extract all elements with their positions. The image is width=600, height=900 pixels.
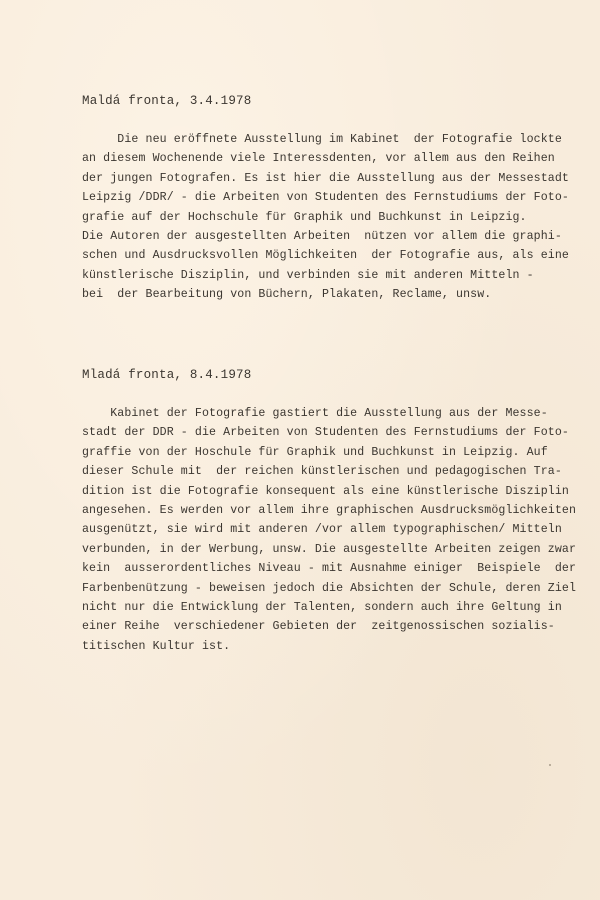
text-line: grafie auf der Hochschule für Graphik und Buchkunst in Leipzig. (82, 210, 527, 224)
text-line: angesehen. Es werden vor allem ihre graphischen Ausdrucksmöglichkeiten (82, 504, 577, 518)
article-mlada-fronta-8-4-1978 (82, 366, 577, 656)
text-line: bei der Bearbeitung von Büchern, Plakaten, Reclame, unsw. (82, 288, 492, 302)
text-line: Leipzig /DDR/ - die Arbeiten von Studenten des Fernstudiums der Foto- (82, 191, 569, 205)
text-line: ausgenützt, sie wird mit anderen /vor allem typographischen/ Mitteln (82, 523, 562, 537)
text-line: dition ist die Fotografie konsequent als eine künstlerische Disziplin (82, 484, 569, 498)
text-line: Die Autoren der ausgestellten Arbeiten nützen vor allem die graphi- (82, 230, 562, 244)
text-line: titischen Kultur ist. (82, 639, 231, 653)
text-line: graffie von der Hoschule für Graphik und Buchkunst in Leipzig. Auf (82, 445, 548, 459)
text-line: künstlerische Disziplin, und verbinden sie mit anderen Mitteln - (82, 268, 534, 282)
text-line: nicht nur die Entwicklung der Talenten, sondern auch ihre Geltung in (82, 601, 562, 615)
article-mlada-fronta-3-4-1978 (82, 92, 572, 305)
text-line: Kabinet der Fotografie gastiert die Ausstellung aus der Messe- (82, 407, 548, 420)
text-line: einer Reihe verschiedener Gebieten der zeitgenossischen sozialis- (82, 620, 555, 634)
text-line: verbunden, in der Werbung, unsw. Die ausgestellte Arbeiten zeigen zwar (82, 542, 577, 556)
text-line: dieser Schule mit der reichen künstlerischen und pedagogischen Tra- (82, 465, 562, 479)
text-line: stadt der DDR - die Arbeiten von Studenten des Fernstudiums der Foto- (82, 426, 569, 440)
article-body (82, 130, 572, 305)
text-line: der jungen Fotografen. Es ist hier die Ausstellung aus der Messestadt (82, 171, 569, 185)
article-heading: Maldá fronta, 3.4.1978 (82, 94, 252, 108)
text-line: an diesem Wochenende viele Interessdenten, vor allem aus den Reihen (82, 152, 555, 166)
text-line: schen und Ausdrucksvollen Möglichkeiten der Fotografie aus, als eine (82, 249, 569, 263)
text-line: Farbenbenützung - beweisen jedoch die Absichten der Schule, deren Ziel (82, 581, 577, 595)
text-line: Die neu eröffnete Ausstellung im Kabinet der Fotografie lockte (82, 133, 562, 146)
article-body (82, 404, 577, 656)
paper-speck (549, 764, 551, 766)
article-heading: Mladá fronta, 8.4.1978 (82, 368, 252, 382)
text-line: kein ausserordentliches Niveau - mit Ausnahme einiger Beispiele der (82, 562, 577, 576)
